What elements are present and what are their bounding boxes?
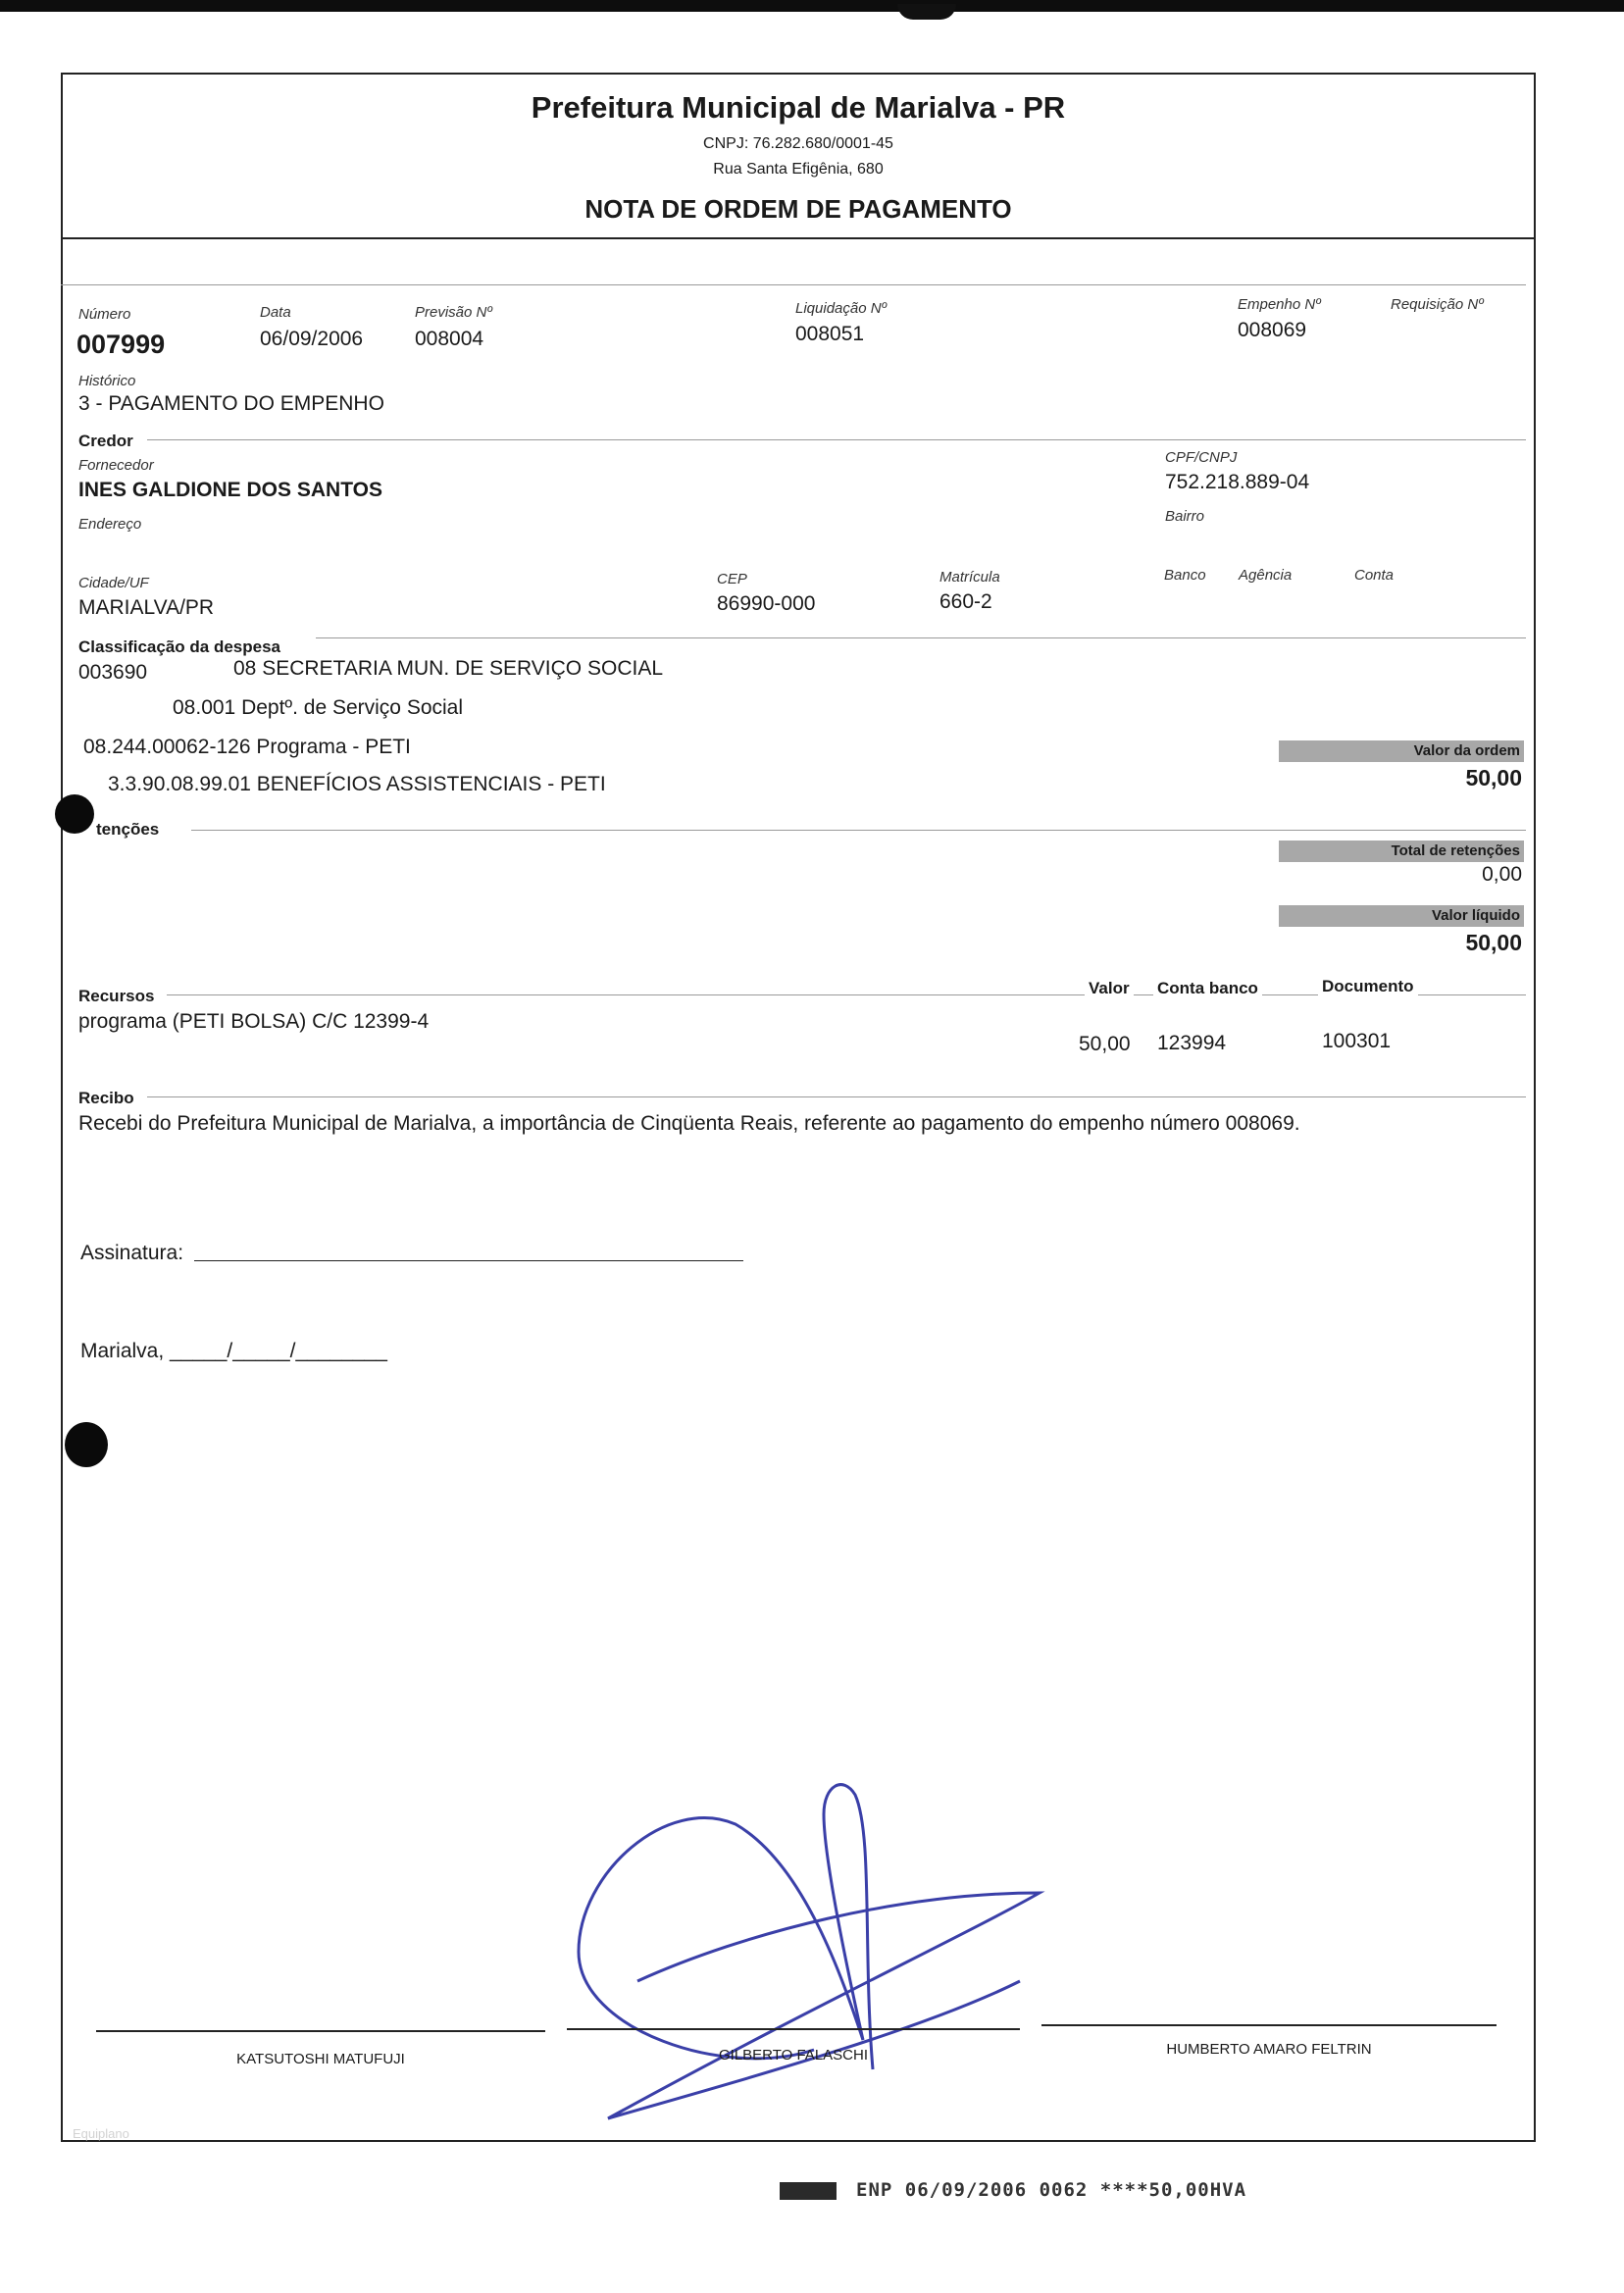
data-value: 06/09/2006 — [260, 328, 364, 350]
scan-tab-mark — [897, 4, 956, 20]
recursos-conta-header: Conta banco — [1153, 979, 1262, 998]
classificacao-line-1: 08 SECRETARIA MUN. DE SERVIÇO SOCIAL — [233, 657, 664, 680]
signature-line-3[interactable] — [1041, 2024, 1497, 2026]
previsao-label: Previsão Nº — [415, 304, 492, 321]
handwritten-signature — [549, 1756, 1059, 2148]
classificacao-line-4: 3.3.90.08.99.01 BENEFÍCIOS ASSISTENCIAIS - PETI — [108, 773, 606, 795]
classificacao-section-title: Classificação da despesa — [78, 637, 281, 656]
cep-value: 86990-000 — [717, 592, 816, 615]
numero-label: Número — [78, 306, 131, 323]
recibo-divider — [147, 1096, 1526, 1097]
signature-name-3: HUMBERTO AMARO FELTRIN — [1166, 2041, 1372, 2058]
recursos-section-title: Recursos — [78, 987, 158, 1006]
punch-hole-bottom — [65, 1422, 108, 1467]
document-title: NOTA DE ORDEM DE PAGAMENTO — [584, 194, 1012, 224]
header-divider — [61, 237, 1536, 239]
credor-divider — [147, 439, 1526, 440]
classificacao-line-3: 08.244.00062-126 Programa - PETI — [83, 736, 411, 758]
valor-ordem-label: Valor da ordem — [1279, 740, 1524, 762]
valor-liquido-label: Valor líquido — [1279, 905, 1524, 927]
matricula-label: Matrícula — [939, 569, 1000, 586]
previsao-value: 008004 — [415, 328, 484, 350]
recursos-conta: 123994 — [1157, 1032, 1227, 1054]
bank-stamp: ENP 06/09/2006 0062 ****50,00HVA — [856, 2179, 1247, 2201]
empenho-value: 008069 — [1238, 319, 1307, 341]
signature-line-2[interactable] — [567, 2028, 1020, 2030]
scan-top-edge — [0, 0, 1624, 12]
recursos-valor-header: Valor — [1085, 979, 1134, 998]
municipality-title: Prefeitura Municipal de Marialva - PR — [531, 90, 1066, 125]
data-label: Data — [260, 304, 291, 321]
top-divider — [61, 284, 1526, 285]
classificacao-divider — [316, 637, 1526, 638]
numero-value: 007999 — [76, 330, 166, 359]
fornecedor-label: Fornecedor — [78, 457, 154, 474]
cidade-label: Cidade/UF — [78, 575, 149, 591]
conta-label: Conta — [1354, 567, 1395, 584]
matricula-value: 660-2 — [939, 590, 992, 613]
banco-label: Banco — [1164, 567, 1206, 584]
recursos-documento: 100301 — [1322, 1030, 1392, 1052]
cidade-value: MARIALVA/PR — [78, 596, 215, 619]
assinatura-line[interactable] — [194, 1260, 743, 1261]
historico-value: 3 - PAGAMENTO DO EMPENHO — [78, 392, 384, 415]
endereco-label: Endereço — [78, 516, 142, 533]
total-retencoes-label: Total de retenções — [1279, 841, 1524, 862]
classificacao-line-2: 08.001 Deptº. de Serviço Social — [173, 696, 464, 719]
recursos-valor: 50,00 — [1079, 1033, 1131, 1055]
signature-name-2: GILBERTO FALASCHI — [719, 2047, 868, 2064]
recursos-documento-header: Documento — [1318, 977, 1418, 996]
historico-label: Histórico — [78, 373, 136, 389]
address-line: Rua Santa Efigênia, 680 — [713, 161, 884, 178]
retencoes-divider — [191, 830, 1526, 831]
requisicao-label: Requisição Nº — [1391, 296, 1484, 313]
credor-section-title: Credor — [78, 432, 133, 450]
valor-ordem-value: 50,00 — [1465, 765, 1522, 790]
signature-line-1[interactable] — [96, 2030, 545, 2032]
valor-liquido-value: 50,00 — [1465, 930, 1522, 955]
punch-hole-top — [55, 794, 94, 834]
cnpj-line: CNPJ: 76.282.680/0001-45 — [703, 135, 893, 152]
liquidacao-label: Liquidação Nº — [795, 300, 888, 317]
assinatura-label: Assinatura: — [80, 1242, 184, 1264]
bairro-label: Bairro — [1165, 508, 1205, 525]
classificacao-code: 003690 — [78, 661, 148, 684]
total-retencoes-value: 0,00 — [1482, 863, 1522, 886]
retencoes-section-title: tenções — [96, 820, 160, 839]
empenho-label: Empenho Nº — [1238, 296, 1321, 313]
recibo-text: Recebi do Prefeitura Municipal de Marialva, a importância de Cinqüenta Reais, referente ao pagamento do empenho número 008069. — [78, 1112, 1300, 1135]
cep-label: CEP — [717, 571, 747, 587]
signature-name-1: KATSUTOSHI MATUFUJI — [236, 2051, 405, 2067]
recursos-descricao: programa (PETI BOLSA) C/C 12399-4 — [78, 1010, 430, 1033]
recibo-section-title: Recibo — [78, 1089, 134, 1107]
fornecedor-value: INES GALDIONE DOS SANTOS — [78, 479, 382, 501]
local-data-line[interactable]: Marialva, _____/_____/________ — [80, 1340, 387, 1362]
bank-logo-icon — [780, 2182, 837, 2200]
cpf-value: 752.218.889-04 — [1165, 471, 1310, 493]
agencia-label: Agência — [1239, 567, 1293, 584]
cpf-label: CPF/CNPJ — [1165, 449, 1238, 466]
footer-faint-text: Equiplano — [73, 2126, 129, 2141]
liquidacao-value: 008051 — [795, 323, 865, 345]
